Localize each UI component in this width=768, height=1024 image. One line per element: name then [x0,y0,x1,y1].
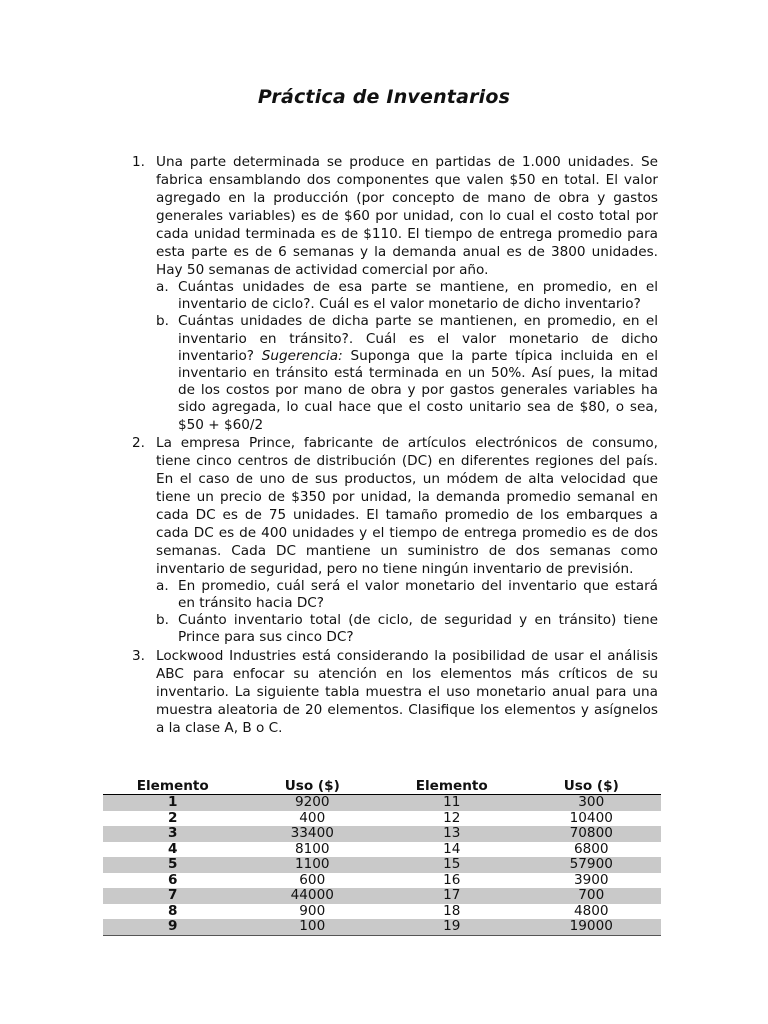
cell: 4 [168,840,178,857]
subquestion-1a [132,279,658,313]
question-text: La empresa Prince, fabricante de artículos electrónicos de consumo, tiene cinco centros de distribución (DC) en diferentes regiones del país. En el caso de uno de sus productos, un módem de alta velocidad que tiene un precio de $350 por unidad, la demanda promedio semanal en cada DC es de 75 unidades. El tamaño promedio de los embarques a cada DC es de 400 unidades y el tiempo de entrega promedio es de dos semanas. Cada DC mantiene un suministro de dos semanas como inventario de seguridad, pero no tiene ningún inventario de previsión. [156,434,658,577]
table-row [103,826,661,842]
question-number: 1. [132,154,145,170]
subquestion-letter: b. [156,612,169,629]
question-number: 3. [132,647,145,664]
cell: 44000 [243,888,383,904]
cell: 33400 [243,826,383,842]
cell: 600 [299,871,326,888]
subquestion-text-cont: Suponga que la parte típica incluida en el inventario en tránsito está terminada en un 50%. Así pues, la mitad de los costos por mano de obra y por gastos generales variables ha sido agregada, lo cual hace que el costo unitario sea de $80, o sea, $50 + $60/2 [178,347,658,433]
cell: 3 [103,826,243,842]
cell: 6 [168,871,178,888]
subquestion-text: Cuántas unidades de esa parte se mantiene, en promedio, en el inventario de ciclo?. Cuál es el valor monetario de dicho inventario? [178,279,658,313]
question-2-subitems [132,578,658,647]
subquestion-text: Cuánto inventario total (de ciclo, de seguridad y en tránsito) tiene Prince para sus cinco DC? [178,612,658,646]
cell: 19 [382,919,522,935]
cell: 5 [103,857,243,873]
question-text: Lockwood Industries está considerando la posibilidad de usar el análisis ABC para enfocar su atención en los elementos más críticos de su inventario. La siguiente tabla muestra el uso monetario anual para una muestra aleatoria de 20 elementos. Clasifique los elementos y asígnelos a la clase A, B o C. [156,647,658,736]
cell: 13 [382,826,522,842]
cell: 1 [103,795,243,811]
cell: 8100 [294,840,330,857]
cell: 900 [299,902,326,919]
cell: 8 [168,902,178,919]
subquestion-2b [132,612,658,646]
table-row [103,904,661,920]
cell: 19000 [522,919,662,935]
table-row [103,857,661,873]
cell: 4800 [573,902,609,919]
col-header-usage-2: Uso ($) [522,778,662,795]
question-2 [132,434,658,578]
table-row [103,873,661,889]
cell: 10400 [569,809,613,826]
col-header-usage: Uso ($) [243,778,383,795]
cell: 400 [299,809,326,826]
subquestion-letter: a. [156,279,169,295]
cell: 9200 [243,795,383,811]
cell: 300 [522,795,662,811]
usage-table [103,778,661,936]
cell: 2 [168,809,178,826]
question-number: 2. [132,434,145,451]
cell: 70800 [522,826,662,842]
question-1 [132,153,658,279]
hint-label: Sugerencia: [261,347,343,364]
cell: 17 [382,888,522,904]
cell: 6800 [573,840,609,857]
question-list [132,153,658,737]
cell: 16 [443,871,461,888]
subquestion-2a [132,578,658,612]
cell: 100 [243,919,383,935]
cell: 9 [103,919,243,935]
page-title: Práctica de Inventarios [257,86,511,108]
subquestion-text: En promedio, cuál será el valor monetario del inventario que estará en tránsito hacia DC? [178,577,658,612]
table-row [103,842,661,858]
table-row [103,811,661,827]
cell: 18 [443,902,461,919]
cell: 12 [443,809,461,826]
table-row [103,919,661,935]
cell: 700 [522,888,662,904]
cell: 3900 [573,871,609,888]
question-3 [132,647,658,737]
subquestion-text: Cuántas unidades de dicha parte se mantienen, en promedio, en el inventario en tránsito?. Cuál es el valor monetario de dicho inventario? [178,313,658,364]
col-header-element: Elemento [103,778,243,795]
table-row [103,795,661,811]
cell: 1100 [243,857,383,873]
cell: 7 [103,888,243,904]
cell: 57900 [522,857,662,873]
subquestion-letter: a. [156,577,169,594]
cell: 14 [443,840,461,857]
question-1-subitems [132,279,658,434]
subquestion-letter: b. [156,313,169,330]
cell: 15 [382,857,522,873]
table-row [103,888,661,904]
question-text: Una parte determinada se produce en partidas de 1.000 unidades. Se fabrica ensamblando dos componentes que valen $50 en total. El valor agregado en la producción (por concepto de mano de obra y gastos generales variables) es de $60 por unidad, con lo cual el costo total por cada unidad terminada es de $110. El tiempo de entrega promedio para esta parte es de 6 semanas y la demanda anual es de 3800 unidades. Hay 50 semanas de actividad comercial por año. [156,154,658,278]
table-header-row [103,778,661,795]
cell: 11 [382,795,522,811]
col-header-element-2: Elemento [382,778,522,795]
subquestion-1b [132,313,658,433]
